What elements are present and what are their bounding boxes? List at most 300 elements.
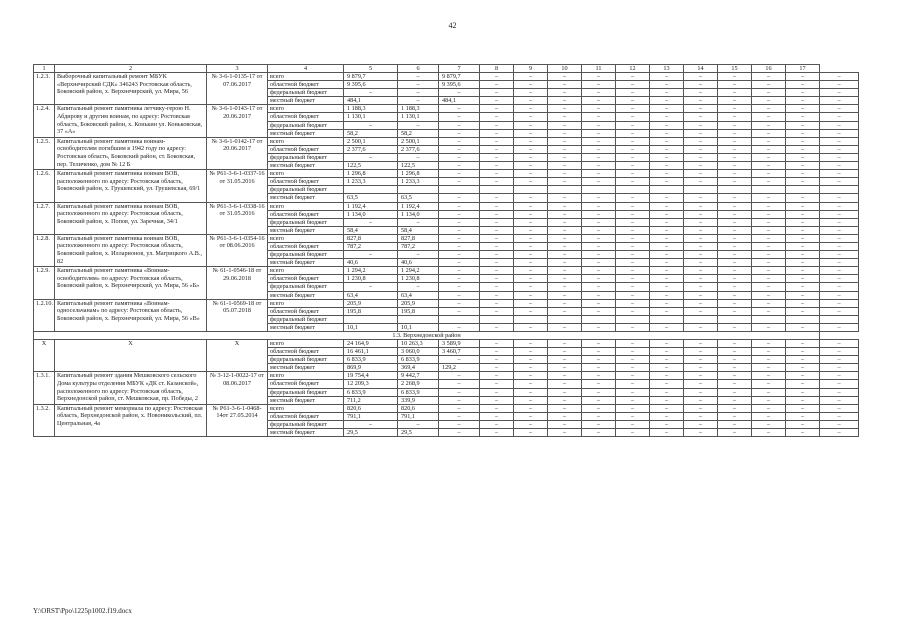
value-cell: – — [650, 364, 684, 372]
value-cell: – — [514, 178, 548, 186]
value-cell: – — [439, 194, 480, 202]
value-cell: – — [616, 307, 650, 315]
value-cell: – — [582, 251, 616, 259]
value-cell: – — [650, 267, 684, 275]
value-cell: – — [439, 267, 480, 275]
value-cell: 3 060,0 — [398, 348, 439, 356]
value-cell: – — [820, 323, 859, 331]
value-cell: – — [820, 404, 859, 412]
value-cell — [344, 315, 398, 323]
value-cell: – — [548, 307, 582, 315]
value-cell: – — [820, 81, 859, 89]
value-cell: – — [514, 372, 548, 380]
value-cell: – — [582, 396, 616, 404]
value-cell: – — [650, 81, 684, 89]
funding-source: местный бюджет — [268, 259, 344, 267]
value-cell: – — [582, 178, 616, 186]
value-cell: – — [786, 162, 820, 170]
item-name: Капитальный ремонт памятника воинам-освободителям погибшим в 1942 году по адресу: Ростовская область, Боковский район, ст. Боковская, пер. Теличенко, дом № 12 Б — [55, 137, 207, 169]
value-cell: – — [752, 218, 786, 226]
value-cell: – — [786, 356, 820, 364]
value-cell: – — [344, 218, 398, 226]
value-cell: – — [439, 129, 480, 137]
value-cell: – — [548, 251, 582, 259]
value-cell: – — [480, 89, 514, 97]
value-cell: 58,4 — [344, 226, 398, 234]
value-cell: – — [820, 364, 859, 372]
value-cell — [786, 315, 820, 323]
value-cell: – — [752, 153, 786, 161]
value-cell: – — [480, 153, 514, 161]
value-cell: – — [684, 226, 718, 234]
value-cell: – — [718, 420, 752, 428]
page-number: 42 — [448, 21, 457, 30]
value-cell: – — [650, 121, 684, 129]
value-cell: – — [480, 364, 514, 372]
value-cell: – — [514, 202, 548, 210]
funding-source: местный бюджет — [268, 364, 344, 372]
value-cell: – — [752, 251, 786, 259]
value-cell: – — [582, 121, 616, 129]
value-cell: – — [718, 396, 752, 404]
value-cell: – — [548, 356, 582, 364]
value-cell: – — [514, 113, 548, 121]
value-cell: – — [650, 218, 684, 226]
item-document: № 3-6-1-0142-17 от 20.06.2017 — [207, 137, 268, 169]
column-number: 16 — [752, 65, 786, 73]
funding-source: областной бюджет — [268, 113, 344, 121]
funding-source: всего — [268, 105, 344, 113]
value-cell: – — [548, 137, 582, 145]
value-cell: 9 879,7 — [344, 73, 398, 81]
value-cell: – — [752, 364, 786, 372]
value-cell: – — [616, 267, 650, 275]
value-cell: – — [718, 210, 752, 218]
value-cell: – — [820, 283, 859, 291]
value-cell: 195,8 — [344, 307, 398, 315]
value-cell: – — [820, 388, 859, 396]
value-cell: – — [582, 194, 616, 202]
value-cell: – — [752, 429, 786, 437]
funding-source: федеральный бюджет — [268, 420, 344, 428]
value-cell: – — [616, 242, 650, 250]
value-cell: – — [616, 218, 650, 226]
table-row — [34, 340, 859, 348]
value-cell: – — [752, 372, 786, 380]
value-cell — [344, 186, 398, 194]
value-cell: – — [684, 348, 718, 356]
value-cell: 3 460,7 — [439, 348, 480, 356]
value-cell: – — [514, 129, 548, 137]
value-cell: – — [718, 404, 752, 412]
column-number: 9 — [514, 65, 548, 73]
value-cell: – — [439, 170, 480, 178]
value-cell: – — [548, 291, 582, 299]
value-cell: – — [718, 202, 752, 210]
funding-source: местный бюджет — [268, 162, 344, 170]
value-cell: – — [786, 267, 820, 275]
value-cell: – — [616, 429, 650, 437]
item-document: № 3-12-1-0022-17 от 08.06.2017 — [207, 372, 268, 404]
value-cell: – — [616, 323, 650, 331]
value-cell: 10 263,3 — [398, 340, 439, 348]
value-cell: – — [480, 299, 514, 307]
value-cell: – — [752, 226, 786, 234]
value-cell: – — [480, 380, 514, 388]
value-cell: – — [650, 234, 684, 242]
value-cell: – — [582, 429, 616, 437]
value-cell: – — [820, 73, 859, 81]
value-cell: – — [439, 234, 480, 242]
column-number: 14 — [684, 65, 718, 73]
table-row — [34, 137, 859, 145]
value-cell: 58,4 — [398, 226, 439, 234]
value-cell: – — [650, 299, 684, 307]
value-cell: – — [786, 396, 820, 404]
value-cell: – — [439, 105, 480, 113]
value-cell: – — [582, 348, 616, 356]
value-cell: – — [548, 113, 582, 121]
item-name: Капитальный ремонт памятника «Воинам-односельчанам» по адресу: Ростовская область, Боковский район, х. Верхнечирский, ул. Мира, 56 «В» — [55, 299, 207, 331]
value-cell: – — [650, 429, 684, 437]
funding-source: областной бюджет — [268, 178, 344, 186]
value-cell: – — [820, 396, 859, 404]
item-name: Капитальный ремонт памятника воинам ВОВ, расположенного по адресу: Ростовская область, Боковский район, х. Попов, ул. Заречная, 34/1 — [55, 202, 207, 234]
value-cell: – — [820, 113, 859, 121]
item-number: 1.2.6. — [34, 170, 55, 202]
funding-source: всего — [268, 73, 344, 81]
item-document: № Р61-3-6-1-0338-16 от 31.05.2016 — [207, 202, 268, 234]
funding-source: всего — [268, 340, 344, 348]
value-cell: – — [480, 283, 514, 291]
value-cell: – — [514, 153, 548, 161]
value-cell: – — [439, 226, 480, 234]
item-number: 1.2.9. — [34, 267, 55, 299]
value-cell: – — [820, 429, 859, 437]
value-cell: 63,4 — [344, 291, 398, 299]
value-cell — [480, 186, 514, 194]
value-cell: – — [786, 137, 820, 145]
value-cell: – — [582, 145, 616, 153]
value-cell: – — [752, 307, 786, 315]
value-cell: – — [718, 145, 752, 153]
value-cell: – — [650, 194, 684, 202]
value-cell: – — [752, 323, 786, 331]
item-name: Капитальный ремонт памятника воинам ВОВ, расположенного по адресу: Ростовская область, Боковский район, х. Илларионов, ул. Магрицкого А.В., 82 — [55, 234, 207, 266]
value-cell: – — [684, 234, 718, 242]
value-cell: – — [439, 137, 480, 145]
value-cell: – — [548, 170, 582, 178]
value-cell: 2 500,1 — [398, 137, 439, 145]
value-cell: 711,2 — [344, 396, 398, 404]
value-cell: – — [514, 420, 548, 428]
value-cell: – — [582, 170, 616, 178]
value-cell: 195,8 — [398, 307, 439, 315]
value-cell: – — [480, 388, 514, 396]
value-cell: – — [439, 283, 480, 291]
item-number: 1.2.5. — [34, 137, 55, 169]
value-cell: – — [684, 129, 718, 137]
value-cell: – — [752, 283, 786, 291]
value-cell: – — [752, 145, 786, 153]
value-cell: – — [439, 396, 480, 404]
value-cell: – — [718, 348, 752, 356]
value-cell: – — [820, 97, 859, 105]
value-cell: – — [548, 89, 582, 97]
value-cell: – — [582, 388, 616, 396]
value-cell: – — [616, 259, 650, 267]
value-cell: – — [514, 412, 548, 420]
value-cell: 1 134,0 — [398, 210, 439, 218]
value-cell: 19 754,4 — [344, 372, 398, 380]
value-cell: – — [650, 105, 684, 113]
value-cell: – — [786, 97, 820, 105]
value-cell: 12 209,3 — [344, 380, 398, 388]
value-cell: – — [616, 348, 650, 356]
funding-source: областной бюджет — [268, 307, 344, 315]
value-cell: – — [786, 178, 820, 186]
value-cell: – — [582, 291, 616, 299]
value-cell: – — [480, 81, 514, 89]
value-cell: – — [582, 275, 616, 283]
value-cell: – — [820, 307, 859, 315]
value-cell: – — [582, 129, 616, 137]
value-cell: 6 833,9 — [344, 388, 398, 396]
value-cell: – — [752, 81, 786, 89]
value-cell — [548, 315, 582, 323]
value-cell: – — [514, 105, 548, 113]
value-cell: – — [514, 194, 548, 202]
value-cell: – — [786, 113, 820, 121]
value-cell: – — [820, 420, 859, 428]
value-cell: – — [684, 299, 718, 307]
value-cell: – — [582, 420, 616, 428]
value-cell: – — [820, 137, 859, 145]
value-cell: – — [820, 129, 859, 137]
value-cell: – — [480, 129, 514, 137]
value-cell: – — [439, 356, 480, 364]
value-cell: – — [684, 356, 718, 364]
funding-source: федеральный бюджет — [268, 388, 344, 396]
value-cell: – — [344, 283, 398, 291]
value-cell: – — [718, 121, 752, 129]
value-cell: – — [650, 97, 684, 105]
value-cell: – — [786, 210, 820, 218]
value-cell: 369,4 — [398, 364, 439, 372]
value-cell: – — [582, 105, 616, 113]
value-cell: – — [582, 356, 616, 364]
value-cell — [786, 186, 820, 194]
value-cell: – — [514, 81, 548, 89]
value-cell: – — [582, 283, 616, 291]
value-cell: – — [684, 137, 718, 145]
value-cell: – — [439, 121, 480, 129]
value-cell: – — [480, 113, 514, 121]
value-cell: – — [616, 178, 650, 186]
value-cell: – — [684, 283, 718, 291]
value-cell: – — [820, 121, 859, 129]
value-cell: – — [582, 226, 616, 234]
value-cell: 1 130,1 — [344, 113, 398, 121]
value-cell: – — [650, 145, 684, 153]
value-cell: 1 230,8 — [398, 275, 439, 283]
value-cell: – — [514, 97, 548, 105]
value-cell: – — [439, 89, 480, 97]
value-cell: – — [344, 251, 398, 259]
value-cell: – — [548, 129, 582, 137]
value-cell: – — [684, 412, 718, 420]
value-cell: – — [718, 242, 752, 250]
value-cell: 63,5 — [398, 194, 439, 202]
value-cell: 787,2 — [398, 242, 439, 250]
item-number: 1.2.10. — [34, 299, 55, 331]
value-cell: – — [514, 242, 548, 250]
value-cell: – — [820, 340, 859, 348]
value-cell: – — [752, 356, 786, 364]
value-cell: – — [398, 97, 439, 105]
value-cell: – — [684, 404, 718, 412]
value-cell: – — [650, 259, 684, 267]
value-cell: – — [439, 218, 480, 226]
value-cell: – — [820, 234, 859, 242]
value-cell: – — [480, 105, 514, 113]
value-cell: 1 188,3 — [398, 105, 439, 113]
value-cell: – — [514, 307, 548, 315]
value-cell: – — [786, 226, 820, 234]
value-cell: 2 377,6 — [344, 145, 398, 153]
column-number: 5 — [344, 65, 398, 73]
value-cell — [398, 186, 439, 194]
value-cell: – — [548, 412, 582, 420]
column-number: 13 — [650, 65, 684, 73]
value-cell: – — [616, 121, 650, 129]
value-cell: – — [548, 178, 582, 186]
value-cell: – — [514, 137, 548, 145]
value-cell: – — [480, 323, 514, 331]
value-cell: – — [548, 380, 582, 388]
value-cell: – — [752, 267, 786, 275]
item-name: X — [55, 340, 207, 372]
value-cell: – — [480, 202, 514, 210]
value-cell: – — [684, 170, 718, 178]
value-cell: – — [398, 153, 439, 161]
value-cell — [582, 186, 616, 194]
value-cell: 63,4 — [398, 291, 439, 299]
value-cell: – — [786, 307, 820, 315]
item-document: № 61-1-0546-18 от 29.06.2018 — [207, 267, 268, 299]
item-number: X — [34, 340, 55, 372]
value-cell: – — [514, 89, 548, 97]
value-cell: – — [616, 162, 650, 170]
item-name: Выборочный капитальный ремонт МБУК «Верхнечирский СДК» 346243 Ростовская область, Боковский район, х. Верхнечирский, ул. Мира, 56 — [55, 73, 207, 105]
value-cell: 58,2 — [398, 129, 439, 137]
value-cell: 484,1 — [439, 97, 480, 105]
value-cell: – — [514, 380, 548, 388]
value-cell: – — [582, 162, 616, 170]
funding-source: областной бюджет — [268, 81, 344, 89]
funding-source: местный бюджет — [268, 129, 344, 137]
value-cell: – — [514, 404, 548, 412]
value-cell: – — [684, 251, 718, 259]
item-document: № 3-6-1-0143-17 от 20.06.2017 — [207, 105, 268, 137]
value-cell: – — [439, 291, 480, 299]
funding-source: местный бюджет — [268, 396, 344, 404]
value-cell — [398, 315, 439, 323]
value-cell: 1 294,2 — [344, 267, 398, 275]
value-cell: – — [514, 267, 548, 275]
value-cell: – — [718, 129, 752, 137]
column-number: 11 — [582, 65, 616, 73]
value-cell: – — [752, 97, 786, 105]
value-cell: – — [616, 170, 650, 178]
value-cell: – — [344, 89, 398, 97]
value-cell: – — [439, 388, 480, 396]
value-cell: – — [616, 275, 650, 283]
value-cell: – — [718, 267, 752, 275]
table-row — [34, 267, 859, 275]
value-cell: – — [650, 388, 684, 396]
value-cell: 29,5 — [344, 429, 398, 437]
value-cell: – — [548, 218, 582, 226]
value-cell: – — [718, 291, 752, 299]
funding-source: федеральный бюджет — [268, 121, 344, 129]
value-cell: – — [480, 307, 514, 315]
value-cell: – — [786, 364, 820, 372]
value-cell: – — [514, 283, 548, 291]
item-document: X — [207, 340, 268, 372]
value-cell: – — [786, 218, 820, 226]
value-cell: – — [439, 162, 480, 170]
value-cell: – — [548, 162, 582, 170]
value-cell: – — [820, 267, 859, 275]
value-cell: – — [480, 275, 514, 283]
item-number: 1.3.1. — [34, 372, 55, 404]
value-cell: – — [718, 251, 752, 259]
value-cell: – — [480, 420, 514, 428]
value-cell: – — [514, 388, 548, 396]
item-number: 1.2.3. — [34, 73, 55, 105]
table-row — [34, 299, 859, 307]
value-cell: – — [650, 162, 684, 170]
value-cell: – — [398, 89, 439, 97]
value-cell — [582, 315, 616, 323]
value-cell: – — [684, 81, 718, 89]
value-cell: – — [582, 81, 616, 89]
value-cell: – — [684, 162, 718, 170]
value-cell: – — [684, 105, 718, 113]
value-cell: – — [616, 372, 650, 380]
value-cell: 1 294,2 — [398, 267, 439, 275]
value-cell: 1 192,4 — [398, 202, 439, 210]
value-cell: 58,2 — [344, 129, 398, 137]
value-cell: – — [786, 388, 820, 396]
value-cell: – — [439, 404, 480, 412]
value-cell: – — [684, 396, 718, 404]
funding-source: областной бюджет — [268, 275, 344, 283]
value-cell: – — [718, 388, 752, 396]
value-cell: – — [786, 348, 820, 356]
value-cell: 820,6 — [344, 404, 398, 412]
value-cell: – — [480, 73, 514, 81]
value-cell — [480, 315, 514, 323]
value-cell: – — [820, 89, 859, 97]
value-cell: – — [548, 226, 582, 234]
value-cell: 339,9 — [398, 396, 439, 404]
column-number: 10 — [548, 65, 582, 73]
value-cell: – — [786, 129, 820, 137]
value-cell: – — [752, 194, 786, 202]
value-cell: – — [480, 251, 514, 259]
